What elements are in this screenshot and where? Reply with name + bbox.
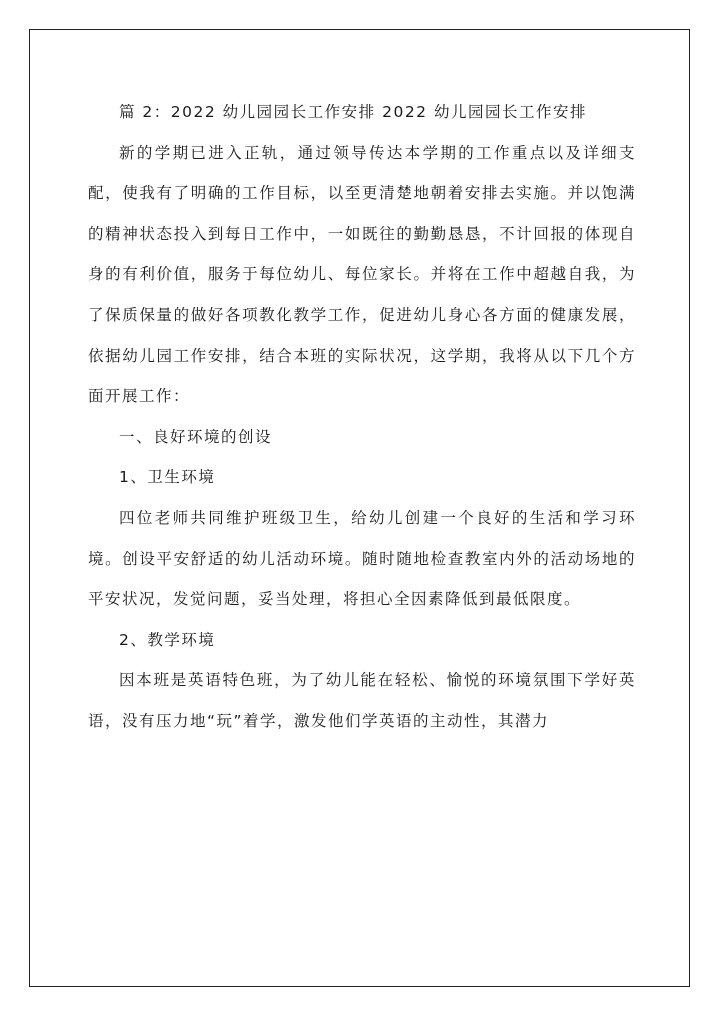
subsection-heading-hygiene: 1、卫生环境 [119, 468, 216, 487]
document-title: 篇 2：2022 幼儿园园长工作安排 2022 幼儿园园长工作安排 [119, 103, 587, 121]
paragraph-teaching: 因本班是英语特色班，为了幼儿能在轻松、愉悦的环境氛围下学好英语，没有压力地“玩”着学，激发他们学英语的主动性，其潜力 [88, 671, 636, 730]
document-body [88, 92, 636, 742]
section-heading-1: 一、良好环境的创设 [119, 427, 273, 446]
paragraph-intro: 新的学期已进入正轨，通过领导传达本学期的工作重点以及详细支配，使我有了明确的工作目标，以至更清楚地朝着安排去实施。并以饱满的精神状态投入到每日工作中，一如既往的勤勤恳恳，不计回报的体现自身的有利价值，服务于每位幼儿、每位家长。并将在工作中超越自我，为了保质保量的做好各项教化教学工作，促进幼儿身心各方面的健康发展，依据幼儿园工作安排，结合本班的实际状况，这学期，我将从以下几个方面开展工作： [88, 143, 636, 406]
paragraph-hygiene: 四位老师共同维护班级卫生，给幼儿创建一个良好的生活和学习环境。创设平安舒适的幼儿活动环境。随时随地检查教室内外的活动场地的平安状况，发觉问题，妥当处理，将担心全因素降低到最低限度。 [88, 508, 636, 609]
subsection-heading-teaching: 2、教学环境 [119, 630, 216, 649]
